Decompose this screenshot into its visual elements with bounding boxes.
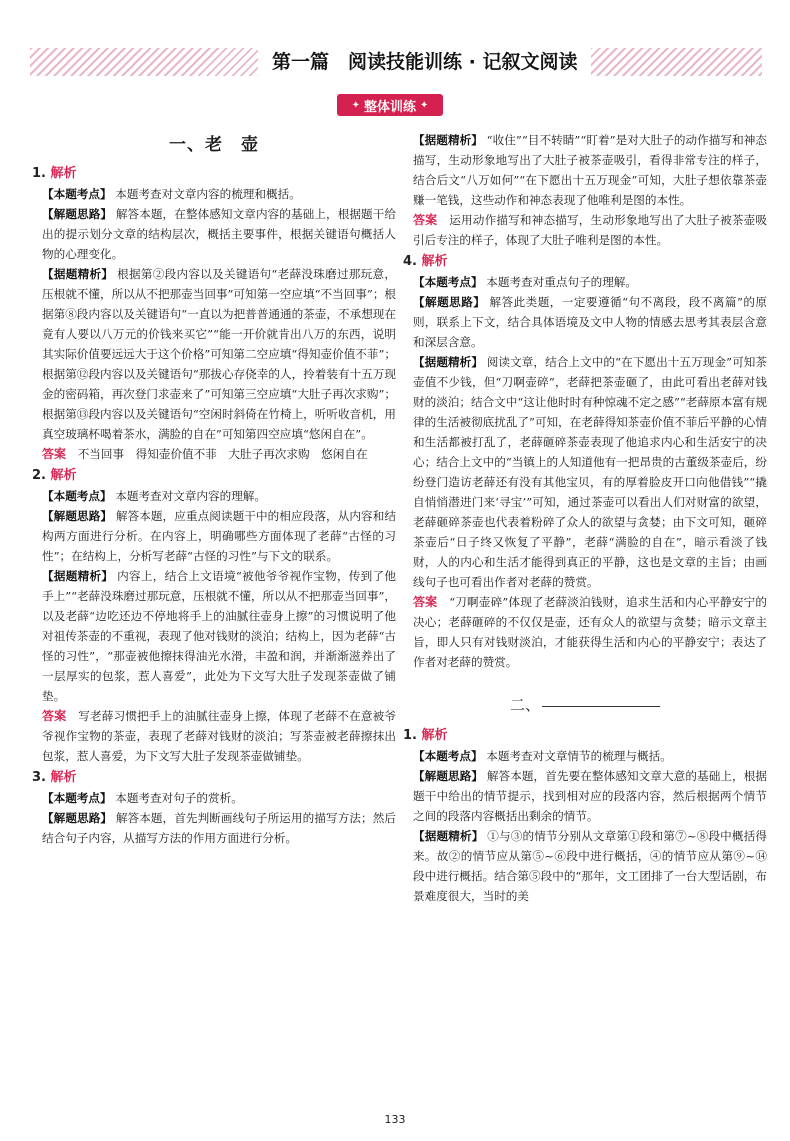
question-heading xyxy=(403,253,767,271)
silu-text: 解答本题，首先判断画线句子所运用的描写方法；然后结合句子内容，从描写方法的作用方面进行分析。 xyxy=(42,811,396,845)
answer-paragraph xyxy=(403,592,767,672)
answer-paragraph xyxy=(32,444,396,464)
star-icon: ✦ xyxy=(420,99,429,111)
answer-paragraph xyxy=(403,210,767,250)
kaodian-tag: 【本题考点】 xyxy=(413,275,483,289)
analysis-label: 解析 xyxy=(50,770,77,785)
question-heading xyxy=(32,165,396,183)
jingxi-paragraph xyxy=(32,264,396,444)
section-title-2 xyxy=(403,694,767,715)
silu-tag: 【解题思路】 xyxy=(42,207,113,221)
kaodian-text: 本题考查对文章内容的梳理和概括。 xyxy=(115,187,301,201)
jingxi-text: ①与③的情节分别从文章第①段和第⑦~⑧段中概括得来。故②的情节应从第⑤~⑥段中进行概括，④的情节应从第⑨~⑭段中进行概括。结合第⑤段中的“那年，文工团排了一台大型话剧，布景难度很大，当时的美 xyxy=(413,829,767,903)
silu-text: 解答本题，应重点阅读题干中的相应段落，从内容和结构两方面进行分析。在内容上，明确哪些方面体现了老薛“古怪的习性”；在结构上，分析写老薛“古怪的习性”与下文的联系。 xyxy=(42,509,396,563)
question-number: 2. xyxy=(32,468,46,483)
silu-text: 解答此类题，一定要遵循“句不离段，段不离篇”的原则，联系上下文，结合具体语境及文中人物的情感去思考其表层含意和深层含意。 xyxy=(413,295,767,349)
silu-paragraph xyxy=(32,506,396,566)
star-icon: ✦ xyxy=(351,99,360,111)
jingxi-tag: 【据题精析】 xyxy=(42,569,114,583)
question-number: 1. xyxy=(32,166,46,181)
left-column xyxy=(32,130,396,848)
section-badge xyxy=(337,94,443,116)
silu-tag: 【解题思路】 xyxy=(413,769,484,783)
silu-text: 解答本题，首先要在整体感知文章大意的基础上，根据题干中给出的情节提示，找到相对应的段落内容，然后根据两个情节之间的段落内容概括出剩余的情节。 xyxy=(413,769,767,823)
kaodian-text: 本题考查对重点句子的理解。 xyxy=(486,275,637,289)
page-title: 第一篇 阅读技能训练 · 记叙文阅读 xyxy=(258,48,591,76)
answer-tag: 答案 xyxy=(42,447,67,461)
silu-text: 解答本题，在整体感知文章内容的基础上，根据题干给出的提示划分文章的结构层次，概括主要事件，根据关键语句概括人物的心理变化。 xyxy=(42,207,396,261)
kaodian-text: 本题考查对文章内容的理解。 xyxy=(115,489,266,503)
answer-text: “刀啊壶碎”体现了老薛淡泊钱财，追求生活和内心平静安宁的决心；老薛砸碎的不仅仅是壶，还有众人的欲望与贪婪；暗示文章主旨，即人只有对钱财淡泊，才能获得生活和内心的平静安宁；表达了作者对老薛的赞赏。 xyxy=(413,595,767,669)
question-heading xyxy=(32,769,396,787)
title-blank-line xyxy=(542,706,660,707)
jingxi-text: 根据第②段内容以及关键语句“老薛没珠磨过那玩意，压根就不懂，所以从不把那壶当回事”可知第一空应填“不当回事”；根据第⑧段内容以及关键语句“一直以为把普普通通的茶壶，不承想现在竟有人要以八万元的价钱来买它”“能一开价就肯出八万的东西，说明其实际价值要远远大于这个价格”可知第二空应填“得知壶价值不菲”；根据第⑫段内容以及关键语句“那拔心存侥幸的人，拎着装有十五万现金的密码箱，再次登门求壶来了”可知第三空应填“大肚子再次求购”；根据第⑬段内容以及关键语句“空闲时斜倚在竹椅上，听听收音机，用真空玻璃杯喝着茶水，满脸的自在”可知第四空应填“悠闲自在”。 xyxy=(42,267,397,441)
kaodian-text: 本题考查对句子的赏析。 xyxy=(115,791,243,805)
jingxi-tag: 【据题精析】 xyxy=(42,267,114,281)
question-heading xyxy=(32,467,396,485)
kaodian-paragraph xyxy=(403,746,767,766)
kaodian-tag: 【本题考点】 xyxy=(42,489,112,503)
jingxi-tag: 【据题精析】 xyxy=(413,829,484,843)
kaodian-tag: 【本题考点】 xyxy=(413,749,483,763)
analysis-label: 解析 xyxy=(421,254,448,269)
jingxi-tag: 【据题精析】 xyxy=(413,355,483,369)
analysis-label: 解析 xyxy=(421,728,448,743)
jingxi-paragraph xyxy=(403,826,767,906)
jingxi-text: 阅读文章，结合上文中的“在下愿出十五万现金”可知茶壶值不少钱，但“刀啊壶碎”，老薛把茶壶砸了，由此可看出老薛对钱财的淡泊；结合文中“这让他时时有种惊魂不定之感”“老薛原本富有规律的生活被彻底扰乱了”可知，在老薛得知茶壶价值不菲后平静的心情和生活都被打乱了，老薛砸碎茶壶表现了他追求内心和生活安宁的决心；结合上文中的“当镇上的人知道他有一把昂贵的古董级茶壶后，纷纷登门造访老薛还有没有其他宝贝，有的厚着脸皮开口向他借钱”“撬自悄悄潜进门来‘寻宝’”可知，通过茶壶可以看出人们对财富的欲望，老薛砸碎茶壶也代表着粉碎了众人的欲望与贪婪；由下文可知，砸碎茶壶后“日子终又恢复了平静”，老薛“满脸的自在”，暗示看淡了钱财，人的内心和生活才能得到真正的平静，这也是文章的主旨；由画线句子也可看出作者对老薛的赞赏。 xyxy=(413,355,768,589)
silu-paragraph xyxy=(403,766,767,826)
header-band xyxy=(30,48,762,76)
question-heading xyxy=(403,727,767,745)
kaodian-paragraph xyxy=(403,272,767,292)
answer-tag: 答案 xyxy=(413,595,438,609)
question-number: 3. xyxy=(32,770,46,785)
section-title: 一、老 壶 xyxy=(169,135,259,155)
answer-text: 写老薛习惯把手上的油腻往壶身上擦，体现了老薛不在意被爷爷视作宝物的茶壶，表现了老薛对钱财的淡泊；写茶壶被老薛擦抹出包浆，惹人喜爱，为下文写大肚子发现茶壶做铺垫。 xyxy=(42,709,396,763)
question-number: 1. xyxy=(403,728,417,743)
kaodian-paragraph xyxy=(32,788,396,808)
jingxi-paragraph xyxy=(403,130,767,210)
badge-label: 整体训练 xyxy=(363,99,416,115)
jingxi-paragraph xyxy=(32,566,396,706)
jingxi-tag: 【据题精析】 xyxy=(413,133,483,147)
silu-tag: 【解题思路】 xyxy=(42,509,113,523)
page-number: 133 xyxy=(384,1113,406,1126)
kaodian-tag: 【本题考点】 xyxy=(42,187,112,201)
jingxi-text: “收住”“目不转睛”“盯着”是对大肚子的动作描写和神态描写，生动形象地写出了大肚子被茶壶吸引，看得非常专注的样子，结合后文“八万如何”“在下愿出十五万现金”可知，大肚子想依靠茶壶赚一笔钱，这些动作和神态表现了他唯利是图的本性。 xyxy=(413,133,767,207)
answer-text: 运用动作描写和神态描写，生动形象地写出了大肚子被茶壶吸引后专注的样子，体现了大肚子唯利是图的本性。 xyxy=(413,213,767,247)
silu-paragraph xyxy=(32,808,396,848)
jingxi-text: 内容上，结合上文语境“被他爷爷视作宝物，传到了他手上”“老薛没珠磨过那玩意，压根就不懂，所以从不把那壶当回事”，以及老薛“边吃还边不停地将手上的油腻往壶身上擦”的习惯说明了他对祖传茶壶的不重视，表现了他对钱财的淡泊；结构上，因为老薛“古怪的习性”，“那壶被他擦抹得油光水滑，丰盈和润，并渐渐滋养出了一层厚实的包浆，惹人喜爱”，此处为下文写大肚子发现茶壶做了铺垫。 xyxy=(42,569,397,703)
kaodian-text: 本题考查对文章情节的梳理与概括。 xyxy=(486,749,672,763)
kaodian-paragraph xyxy=(32,486,396,506)
kaodian-paragraph xyxy=(32,184,396,204)
kaodian-tag: 【本题考点】 xyxy=(42,791,112,805)
silu-paragraph xyxy=(403,292,767,352)
question-number: 4. xyxy=(403,254,417,269)
answer-paragraph xyxy=(32,706,396,766)
answer-tag: 答案 xyxy=(42,709,67,723)
silu-tag: 【解题思路】 xyxy=(42,811,113,825)
analysis-label: 解析 xyxy=(50,166,77,181)
silu-tag: 【解题思路】 xyxy=(413,295,486,309)
analysis-label: 解析 xyxy=(50,468,77,483)
silu-paragraph xyxy=(32,204,396,264)
section-number: 二、 xyxy=(509,696,540,714)
jingxi-paragraph xyxy=(403,352,767,592)
answer-text: 不当回事 得知壶价值不菲 大肚子再次求购 悠闲自在 xyxy=(77,447,368,461)
answer-tag: 答案 xyxy=(413,213,438,227)
right-column xyxy=(403,130,767,906)
